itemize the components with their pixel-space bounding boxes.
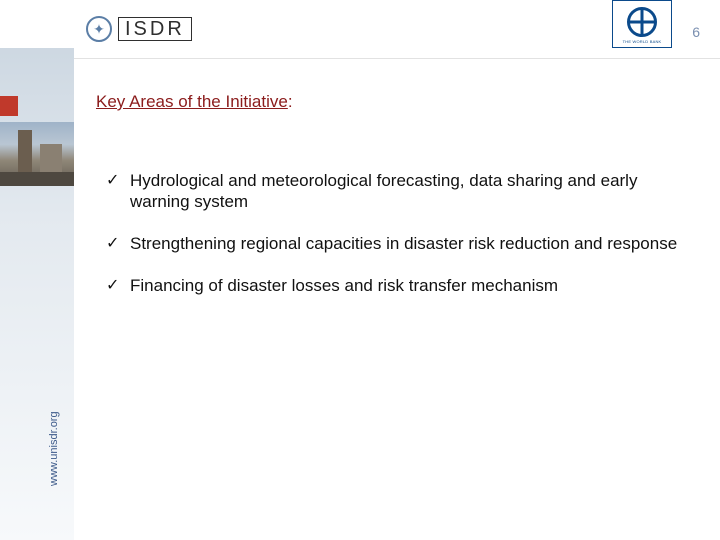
slide-title-text: Key Areas of the Initiative bbox=[96, 92, 288, 111]
page-number: 6 bbox=[692, 24, 700, 40]
world-bank-globe-icon bbox=[627, 7, 657, 37]
bullet-list bbox=[106, 170, 696, 317]
checkmark-icon: ✓ bbox=[106, 277, 120, 294]
bullet-item bbox=[106, 275, 696, 296]
world-bank-wordmark: THE WORLD BANK bbox=[622, 38, 662, 44]
checkmark-icon: ✓ bbox=[106, 172, 120, 189]
slide-title bbox=[96, 92, 293, 112]
bullet-item bbox=[106, 170, 696, 212]
bullet-text: Hydrological and meteorological forecasting, data sharing and early warning system bbox=[130, 171, 638, 211]
slide-title-colon: : bbox=[287, 92, 293, 111]
isdr-logo bbox=[86, 14, 192, 44]
website-url: www.unisdr.org bbox=[48, 411, 60, 486]
left-decorative-strip bbox=[0, 0, 74, 540]
disaster-photo bbox=[0, 122, 74, 186]
bullet-item bbox=[106, 233, 696, 254]
checkmark-icon: ✓ bbox=[106, 235, 120, 252]
bullet-text: Strengthening regional capacities in disaster risk reduction and response bbox=[130, 234, 678, 253]
world-bank-logo bbox=[612, 0, 672, 48]
header-divider bbox=[74, 58, 720, 59]
bullet-text: Financing of disaster losses and risk transfer mechanism bbox=[130, 276, 559, 295]
photo-rubble bbox=[0, 172, 74, 186]
accent-block bbox=[0, 96, 18, 116]
un-emblem-icon: ✦ bbox=[86, 16, 112, 42]
isdr-wordmark: ISDR bbox=[118, 17, 192, 41]
